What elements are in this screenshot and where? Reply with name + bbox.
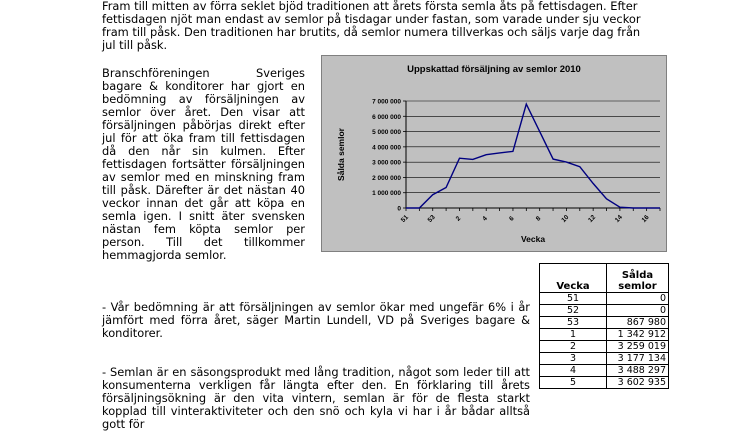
table-cell-week: 51 bbox=[540, 293, 607, 305]
table-body bbox=[540, 293, 669, 389]
table-cell-value: 3 602 935 bbox=[607, 377, 669, 389]
table-cell-value: 0 bbox=[607, 293, 669, 305]
quote-paragraph-1: - Vår bedömning är att försäljningen av semlor ökar med ungefär 6% i år jämfört med förra året, säger Martin Lundell, VD på Sveriges bagare & konditorer. bbox=[102, 300, 530, 340]
quote-paragraph-2: - Semlan är en säsongsprodukt med lång tradition, något som leder till att konsumenterna verkligen får längta efter den. En förklaring till årets försäljningsökning är den vita vintern, semlan är för de flesta starkt kopplad till vinteraktiviteter och den snö och kyla vi har i år bådar alltså gott för bbox=[102, 365, 530, 431]
y-tick-label: 4 000 000 bbox=[372, 144, 401, 152]
table-cell-week: 2 bbox=[540, 341, 607, 353]
header-sold-line1: Sålda bbox=[621, 270, 654, 281]
x-tick-label: 53 bbox=[426, 213, 437, 224]
table-cell-value: 3 488 297 bbox=[607, 365, 669, 377]
sales-table bbox=[539, 263, 669, 389]
table-cell-week: 3 bbox=[540, 353, 607, 365]
x-tick-label: 2 bbox=[454, 215, 463, 223]
table-cell-value: 3 259 019 bbox=[607, 341, 669, 353]
table-cell-week: 53 bbox=[540, 317, 607, 329]
table-row bbox=[540, 365, 669, 377]
y-tick-label: 6 000 000 bbox=[372, 113, 401, 121]
table-row bbox=[540, 341, 669, 353]
x-tick-label: 14 bbox=[613, 213, 624, 224]
y-tick-label: 3 000 000 bbox=[372, 159, 401, 167]
association-paragraph: Branschföreningen Sveriges bagare & konditorer har gjort en bedömning av försäljningen av semlor över året. Den visar att försäljningen påbörjas direkt efter jul för att öka fram till fettisdagen då den når sin kulmen. Efter fettisdagen fortsätter försäljningen av semlor med en minskning fram till påsk. Därefter är det nästan 40 veckor innan det går att köpa en semla igen. I snitt äter svensken nästan fem köpta semlor per person. Till det tillkommer hemmagjorda semlor. bbox=[102, 66, 305, 262]
y-tick-label: 2 000 000 bbox=[372, 174, 401, 182]
table-cell-value: 3 177 134 bbox=[607, 353, 669, 365]
header-sold-line2: semlor bbox=[618, 281, 657, 292]
intro-paragraph: Fram till mitten av förra seklet bjöd traditionen att årets första semla åts på fettisdagen. Efter fettisdagen njöt man endast av semlor på tisdagar under fastan, som varade under sju veckor fram till påsk. Den traditionen har brutits, då semlor numera tillverkas och säljs varje dag från jul till påsk. bbox=[102, 0, 641, 52]
table-cell-value: 1 342 912 bbox=[607, 329, 669, 341]
table-cell-week: 1 bbox=[540, 329, 607, 341]
table-row bbox=[540, 293, 669, 305]
x-axis-label: Vecka bbox=[520, 234, 546, 244]
table-row bbox=[540, 353, 669, 365]
sales-chart-svg bbox=[322, 56, 666, 251]
table-row bbox=[540, 305, 669, 317]
table-cell-week: 4 bbox=[540, 365, 607, 377]
x-tick-label: 8 bbox=[534, 215, 543, 223]
table-row bbox=[540, 377, 669, 389]
table-row bbox=[540, 329, 669, 341]
chart-title: Uppskattad försäljning av semlor 2010 bbox=[407, 64, 581, 75]
x-tick-label: 10 bbox=[560, 213, 571, 224]
x-tick-label: 4 bbox=[481, 215, 489, 223]
table-row bbox=[540, 317, 669, 329]
y-axis-label: Sålda semlor bbox=[336, 128, 346, 181]
y-tick-label: 5 000 000 bbox=[372, 129, 401, 137]
x-tick-label: 6 bbox=[508, 215, 516, 223]
y-tick-label: 0 bbox=[397, 205, 401, 213]
sales-chart bbox=[321, 55, 667, 252]
x-tick-label: 12 bbox=[587, 213, 598, 224]
table-header-row bbox=[540, 264, 669, 293]
table-cell-value: 867 980 bbox=[607, 317, 669, 329]
y-tick-label: 1 000 000 bbox=[372, 190, 401, 198]
table-cell-week: 5 bbox=[540, 377, 607, 389]
header-week: Vecka bbox=[540, 264, 607, 293]
x-tick-label: 16 bbox=[640, 213, 651, 224]
table-cell-value: 0 bbox=[607, 305, 669, 317]
header-sold bbox=[607, 264, 669, 293]
y-tick-label: 7 000 000 bbox=[372, 98, 401, 106]
x-tick-label: 51 bbox=[399, 213, 410, 224]
table-cell-week: 52 bbox=[540, 305, 607, 317]
